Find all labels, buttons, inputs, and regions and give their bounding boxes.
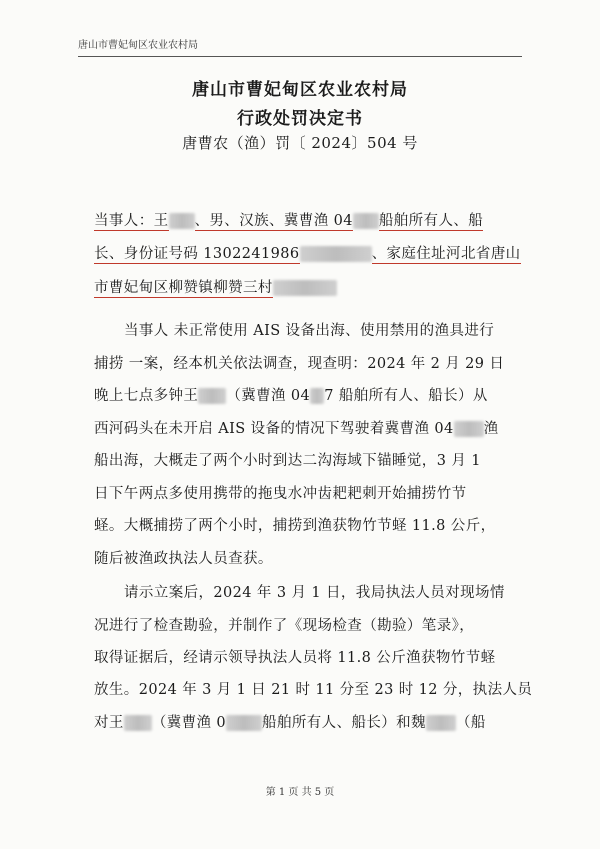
body-line: 当事人 未正常使用 AIS 设备出海、使用禁用的渔具进行 bbox=[124, 323, 495, 339]
body-line: 况进行了检查勘验，并制作了《现场检查（勘验）笔录》， bbox=[94, 618, 475, 634]
body-line: 船出海，大概走了两个小时到达二沟海域下锚睡觉，3 月 1 bbox=[94, 453, 481, 469]
body-text: （冀曹渔 0 bbox=[151, 715, 227, 731]
body-line: 请示立案后，2024 年 3 月 1 日，我局执法人员对现场情 bbox=[124, 585, 505, 601]
issuing-agency: 唐山市曹妃甸区农业农村局 bbox=[192, 80, 408, 100]
body-text: 渔 bbox=[483, 421, 499, 437]
body-text: 对王 bbox=[94, 715, 124, 731]
body-text: 7 船舶所有人、船长）从 bbox=[324, 388, 488, 404]
body-text: 晚上七点多钟王 bbox=[94, 388, 199, 404]
body-line bbox=[94, 417, 499, 438]
redaction bbox=[169, 213, 195, 229]
body-line: 捕捞 一案，经本机关依法调查，现查明：2024 年 2 月 29 日 bbox=[94, 356, 505, 372]
redaction bbox=[124, 715, 152, 731]
party-text: 、家庭住址河北省唐山 bbox=[371, 246, 521, 262]
party-line-3 bbox=[94, 276, 337, 297]
document-number: 唐曹农（渔）罚〔 2024〕504 号 bbox=[182, 134, 418, 152]
header-divider bbox=[78, 56, 522, 57]
body-line: 蛏。大概捕捞了两个小时，捕捞到渔获物竹节蛏 11.8 公斤， bbox=[94, 518, 496, 534]
redaction bbox=[310, 388, 324, 404]
body-text: 西河码头在未开启 AIS 设备的情况下驾驶着冀曹渔 04 bbox=[94, 421, 454, 437]
party-line-1 bbox=[94, 209, 483, 230]
body-line bbox=[94, 384, 488, 405]
body-line: 放生。2024 年 3 月 1 日 21 时 11 分至 23 时 12 分，执法人员 bbox=[94, 682, 533, 698]
body-line: 随后被渔政执法人员查获。 bbox=[94, 551, 273, 567]
party-text: 长、身份证号码 1302241986 bbox=[94, 246, 300, 262]
redaction bbox=[353, 213, 379, 229]
party-text: 船舶所有人、船 bbox=[378, 213, 484, 229]
redaction bbox=[273, 280, 337, 296]
document-title: 行政处罚决定书 bbox=[237, 109, 363, 129]
redaction bbox=[454, 421, 484, 437]
body-line: 取得证据后，经请示领导执法人员将 11.8 公斤渔获物竹节蛏 bbox=[94, 650, 496, 666]
body-text: （冀曹渔 04 bbox=[226, 388, 311, 404]
party-text: 市曹妃甸区柳赞镇柳赞三村 bbox=[94, 280, 273, 296]
party-text: 当事人：王 bbox=[94, 213, 169, 229]
body-text: 船舶所有人、船长）和魏 bbox=[262, 715, 426, 731]
redaction bbox=[198, 388, 226, 404]
redaction bbox=[226, 715, 262, 731]
party-line-2 bbox=[94, 242, 521, 263]
running-header: 唐山市曹妃甸区农业农村局 bbox=[78, 40, 198, 51]
body-line: 日下午两点多使用携带的拖曳水冲齿耙耙刺开始捕捞竹节 bbox=[94, 486, 467, 502]
redaction bbox=[426, 715, 456, 731]
body-text: （船 bbox=[455, 715, 486, 731]
page-footer: 第 1 页 共 5 页 bbox=[265, 787, 335, 798]
party-text: 、男、汉族、冀曹渔 04 bbox=[194, 213, 353, 229]
body-line bbox=[94, 711, 486, 732]
redaction bbox=[300, 246, 372, 262]
